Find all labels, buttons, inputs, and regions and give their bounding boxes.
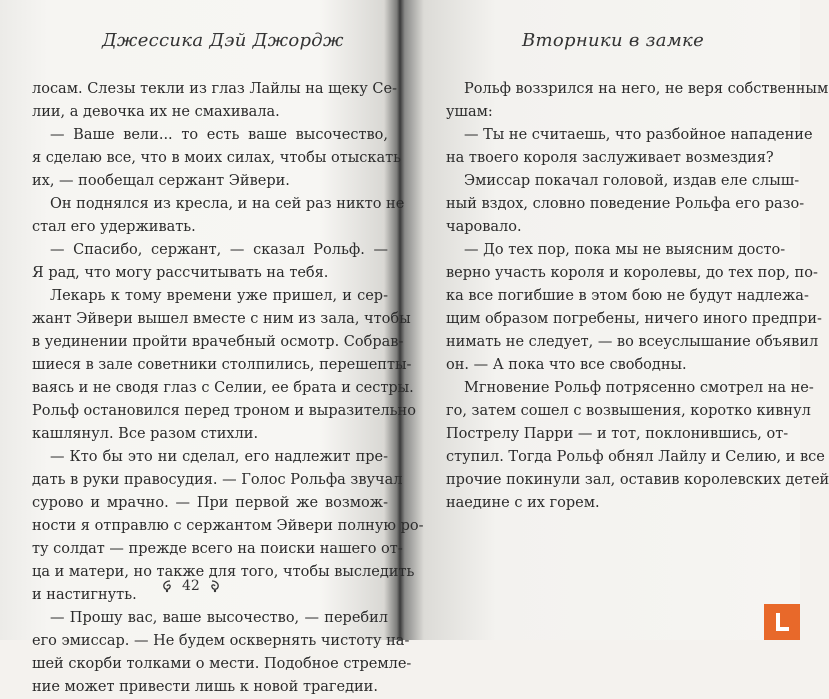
text-line: жант Эйвери вышел вместе с ним из зала, чтобы	[32, 311, 411, 327]
text-line: ступил. Тогда Рольф обнял Лайлу и Селию, и все	[446, 449, 825, 465]
text-line: Он поднялся из кресла, и на сей раз никто не	[50, 196, 405, 212]
text-line: Мгновение Рольф потрясенно смотрел на не-	[464, 380, 814, 396]
page-folio	[160, 578, 222, 594]
labirint-l-logo-icon	[769, 609, 795, 635]
text-line: ушам:	[446, 104, 493, 120]
text-line: ка все погибшие в этом бою не будут надлежа-	[446, 288, 809, 304]
text-line: он. — А пока что все свободны.	[446, 357, 687, 373]
text-line: — Кто бы это ни сделал, его надлежит пре-	[50, 449, 388, 465]
text-line: ный вздох, словно поведение Рольфа его разо-	[446, 196, 805, 212]
text-line: сурово и мрачно. — При первой же возмож-	[32, 495, 388, 511]
page-number: 42	[182, 578, 200, 594]
fleuron-left-icon	[160, 579, 174, 593]
text-line: кашлянул. Все разом стихли.	[32, 426, 259, 442]
labirint-logo	[764, 604, 800, 640]
text-line: прочие покинули зал, оставив королевских детей	[446, 472, 829, 488]
right-page	[402, 0, 829, 640]
text-line: ние может привести лишь к новой трагедии.	[32, 679, 378, 695]
text-line: щим образом погребены, ничего иного предпри-	[446, 311, 822, 327]
text-line: — Прошу вас, ваше высочество, — перебил	[50, 610, 388, 626]
text-line: лосам. Слезы текли из глаз Лайлы на щеку Се-	[32, 81, 397, 97]
text-line: его эмиссар. — Не будем осквернять чистоту на-	[32, 633, 410, 649]
text-line: ваясь и не сводя глаз с Селии, ее брата и сестры.	[32, 380, 414, 396]
text-line: в уединении пройти врачебный осмотр. Собрав-	[32, 334, 404, 350]
text-line: я сделаю все, что в моих силах, чтобы отыскать	[32, 150, 402, 166]
text-line: Рольф воззрился на него, не веря собственным	[464, 81, 829, 97]
text-line: наедине с их горем.	[446, 495, 600, 511]
text-line: Лекарь к тому времени уже пришел, и сер-	[50, 288, 388, 304]
text-line: — Спасибо, сержант, — сказал Рольф. —	[50, 242, 388, 258]
text-line: шиеся в зале советники столпились, перешепты-	[32, 357, 412, 373]
text-line: ца и матери, но также для того, чтобы выследить	[32, 564, 415, 580]
text-line: Я рад, что могу рассчитывать на тебя.	[32, 265, 329, 281]
text-line: верно участь короля и королевы, до тех пор, по-	[446, 265, 818, 281]
left-page-text	[32, 78, 424, 699]
right-page-text	[446, 78, 829, 515]
text-line: Рольф остановился перед троном и выразительно	[32, 403, 416, 419]
text-line: го, затем сошел с возвышения, коротко кивнул	[446, 403, 811, 419]
text-line: — Ты не считаешь, что разбойное нападение	[464, 127, 813, 143]
text-line: стал его удерживать.	[32, 219, 196, 235]
text-line: на твоего короля заслуживает возмездия?	[446, 150, 774, 166]
text-line: и настигнуть.	[32, 587, 137, 603]
text-line: Пострелу Парри — и тот, поклонившись, от-	[446, 426, 789, 442]
text-line: чаровало.	[446, 219, 522, 235]
text-line: Эмиссар покачал головой, издав еле слыш-	[464, 173, 800, 189]
right-running-head: Вторники в замке	[522, 30, 705, 51]
text-line: ту солдат — прежде всего на поиски нашего от-	[32, 541, 403, 557]
text-line: их, — пообещал сержант Эйвери.	[32, 173, 290, 189]
text-line: ности я отправлю с сержантом Эйвери полную ро-	[32, 518, 424, 534]
left-running-head: Джессика Дэй Джордж	[102, 30, 344, 51]
text-line: — Ваше вели... то есть ваше высочество,	[50, 127, 388, 143]
text-line: дать в руки правосудия. — Голос Рольфа звучал	[32, 472, 403, 488]
text-line: — До тех пор, пока мы не выясним досто-	[464, 242, 786, 258]
fleuron-right-icon	[208, 579, 222, 593]
text-line: шей скорби толками о мести. Подобное стремле-	[32, 656, 412, 672]
text-line: лии, а девочка их не смахивала.	[32, 104, 280, 120]
text-line: нимать не следует, — во всеуслышание объявил	[446, 334, 819, 350]
